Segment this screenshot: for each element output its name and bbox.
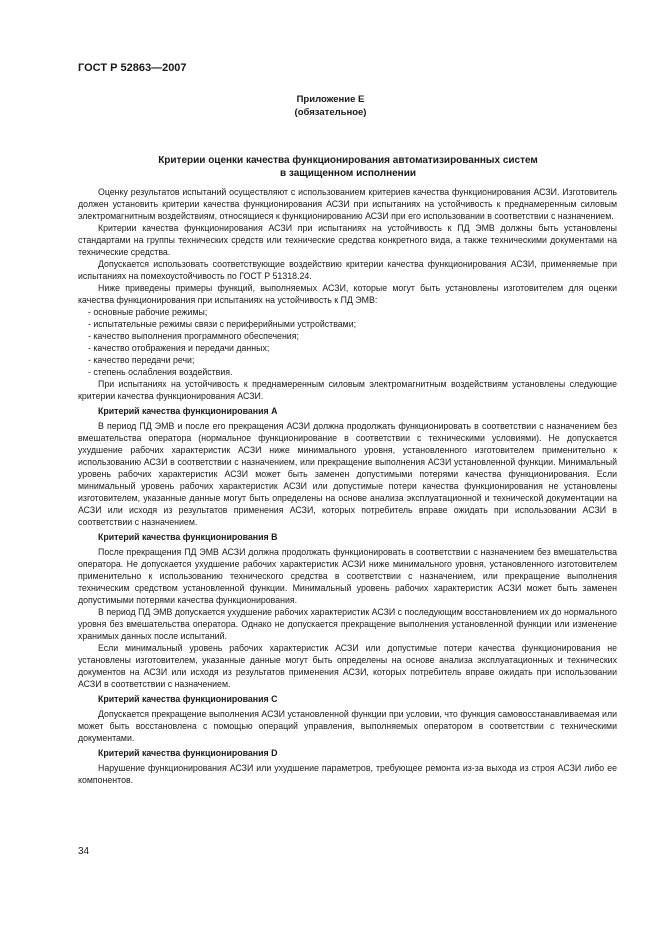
paragraph: В период ПД ЭМВ и после его прекращения АСЗИ должна продолжать функционировать в соответствии с назначением без вмешательства оператора (нормальное функционирование в соответствии с техническими условиями). Не допускается ухудшение рабочих характеристик АСЗИ ниже минимального уровня, установленного изготовителем применительно к использованию АСЗИ в соответствии с назначением, или прекращение выполнения АСЗИ установленной функции. Минимальный уровень рабочих характеристик АСЗИ может быть заменен допустимыми потерями качества функционирования. Если минимальный уровень рабочих характеристик АСЗИ или допустимые потери качества функционирования не установлены изготовителем, указанные данные могут быть определены на основе анализа эксплуатационной и технической документации на АСЗИ или исходя из результатов применения АСЗИ, которых потребитель вправе ожидать при использовании АСЗИ в соответствии с назначением. xyxy=(78,421,617,527)
paragraph: Если минимальный уровень рабочих характеристик АСЗИ или допустимые потери качества функционирования не установлены изготовителем, указанные данные могут быть определены на основе анализа эксплуатационных и технических документов на АСЗИ или исходя из результатов применения АСЗИ, которых потребитель вправе ожидать при использовании АСЗИ в соответствии с назначением. xyxy=(78,643,617,689)
paragraph: При испытаниях на устойчивость к преднамеренным силовым электромагнитным воздействиям установлены следующие критерии качества функционирования АСЗИ. xyxy=(78,379,617,401)
page-number: 34 xyxy=(78,846,90,857)
annex-title: Приложение Е xyxy=(296,94,365,105)
list-item: - основные рабочие режимы; xyxy=(78,306,617,318)
section-title-line-1: Критерии оценки качества функционирования автоматизированных систем xyxy=(158,155,538,166)
annex-status: (обязательное) xyxy=(294,107,367,118)
paragraph: Оценку результатов испытаний осуществляют с использованием критериев качества функционирования АСЗИ. Изготовитель должен установить критерии качества функционирования АСЗИ при испытаниях на устойчивость к преднамеренным силовым электромагнитным воздействиям, относящиеся к функционированию АСЗИ при его использовании в соответствии с назначением. xyxy=(78,187,617,221)
document-header: ГОСТ Р 52863—2007 xyxy=(78,62,187,74)
criterion-c-heading: Критерий качества функционирования С xyxy=(98,694,278,704)
paragraph: После прекращения ПД ЭМВ АСЗИ должна продолжать функционировать в соответствии с назначением без вмешательства оператора. Не допускается ухудшение рабочих характеристик АСЗИ ниже минимального уровня, установленного изготовителем применительно к использованию технического средства в соответствии с назначением, или прекращение выполнения техническим средством установленной функции. Минимальный уровень рабочих характеристик АСЗИ может быть заменен допустимыми потерями качества функционирования. xyxy=(78,547,617,605)
list-item: - качество отображения и передачи данных; xyxy=(78,342,617,354)
paragraph: Допускается использовать соответствующие воздействию критерии качества функционирования АСЗИ, применяемые при испытаниях на помехоустойчивость по ГОСТ Р 51318.24. xyxy=(78,259,617,281)
section-title-line-2: в защищенном исполнении xyxy=(279,168,417,179)
paragraph: Ниже приведены примеры функций, выполняемых АСЗИ, которые могут быть установлены изготовителем для оценки качества функционирования при испытаниях на устойчивость к ПД ЭМВ: xyxy=(78,283,617,305)
paragraph: Критерии качества функционирования АСЗИ при испытаниях на устойчивость к ПД ЭМВ должны быть установлены стандартами на группы технических средств или технические средства конкретного вида, а также техническими документами на технические средства. xyxy=(78,223,617,257)
list-item: - качество выполнения программного обеспечения; xyxy=(78,330,617,342)
criterion-a-heading: Критерий качества функционирования А xyxy=(98,406,278,416)
criterion-b-heading: Критерий качества функционирования В xyxy=(98,532,278,542)
paragraph: Допускается прекращение выполнения АСЗИ установленной функции при условии, что функция самовосстанавливаемая или может быть восстановлена с помощью операций управления, выполняемых оператором в соответствии с техническими документами. xyxy=(78,709,617,743)
function-list xyxy=(78,306,617,378)
list-item: - испытательные режимы связи с периферийными устройствами; xyxy=(78,318,617,330)
criterion-d-heading: Критерий качества функционирования D xyxy=(98,748,278,758)
list-item: - степень ослабления воздействия. xyxy=(78,366,617,378)
paragraph: Нарушение функционирования АСЗИ или ухудшение параметров, требующее ремонта из-за выхода из строя АСЗИ либо ее компонентов. xyxy=(78,763,617,785)
paragraph: В период ПД ЭМВ допускается ухудшение рабочих характеристик АСЗИ с последующим восстановлением их до нормального уровня без вмешательства оператора. Однако не допускается прекращение выполнения установленной функции или изменение хранимых данных после испытаний. xyxy=(78,607,617,641)
list-item: - качество передачи речи; xyxy=(78,354,617,366)
document-body xyxy=(78,186,617,786)
section-title xyxy=(78,154,618,180)
